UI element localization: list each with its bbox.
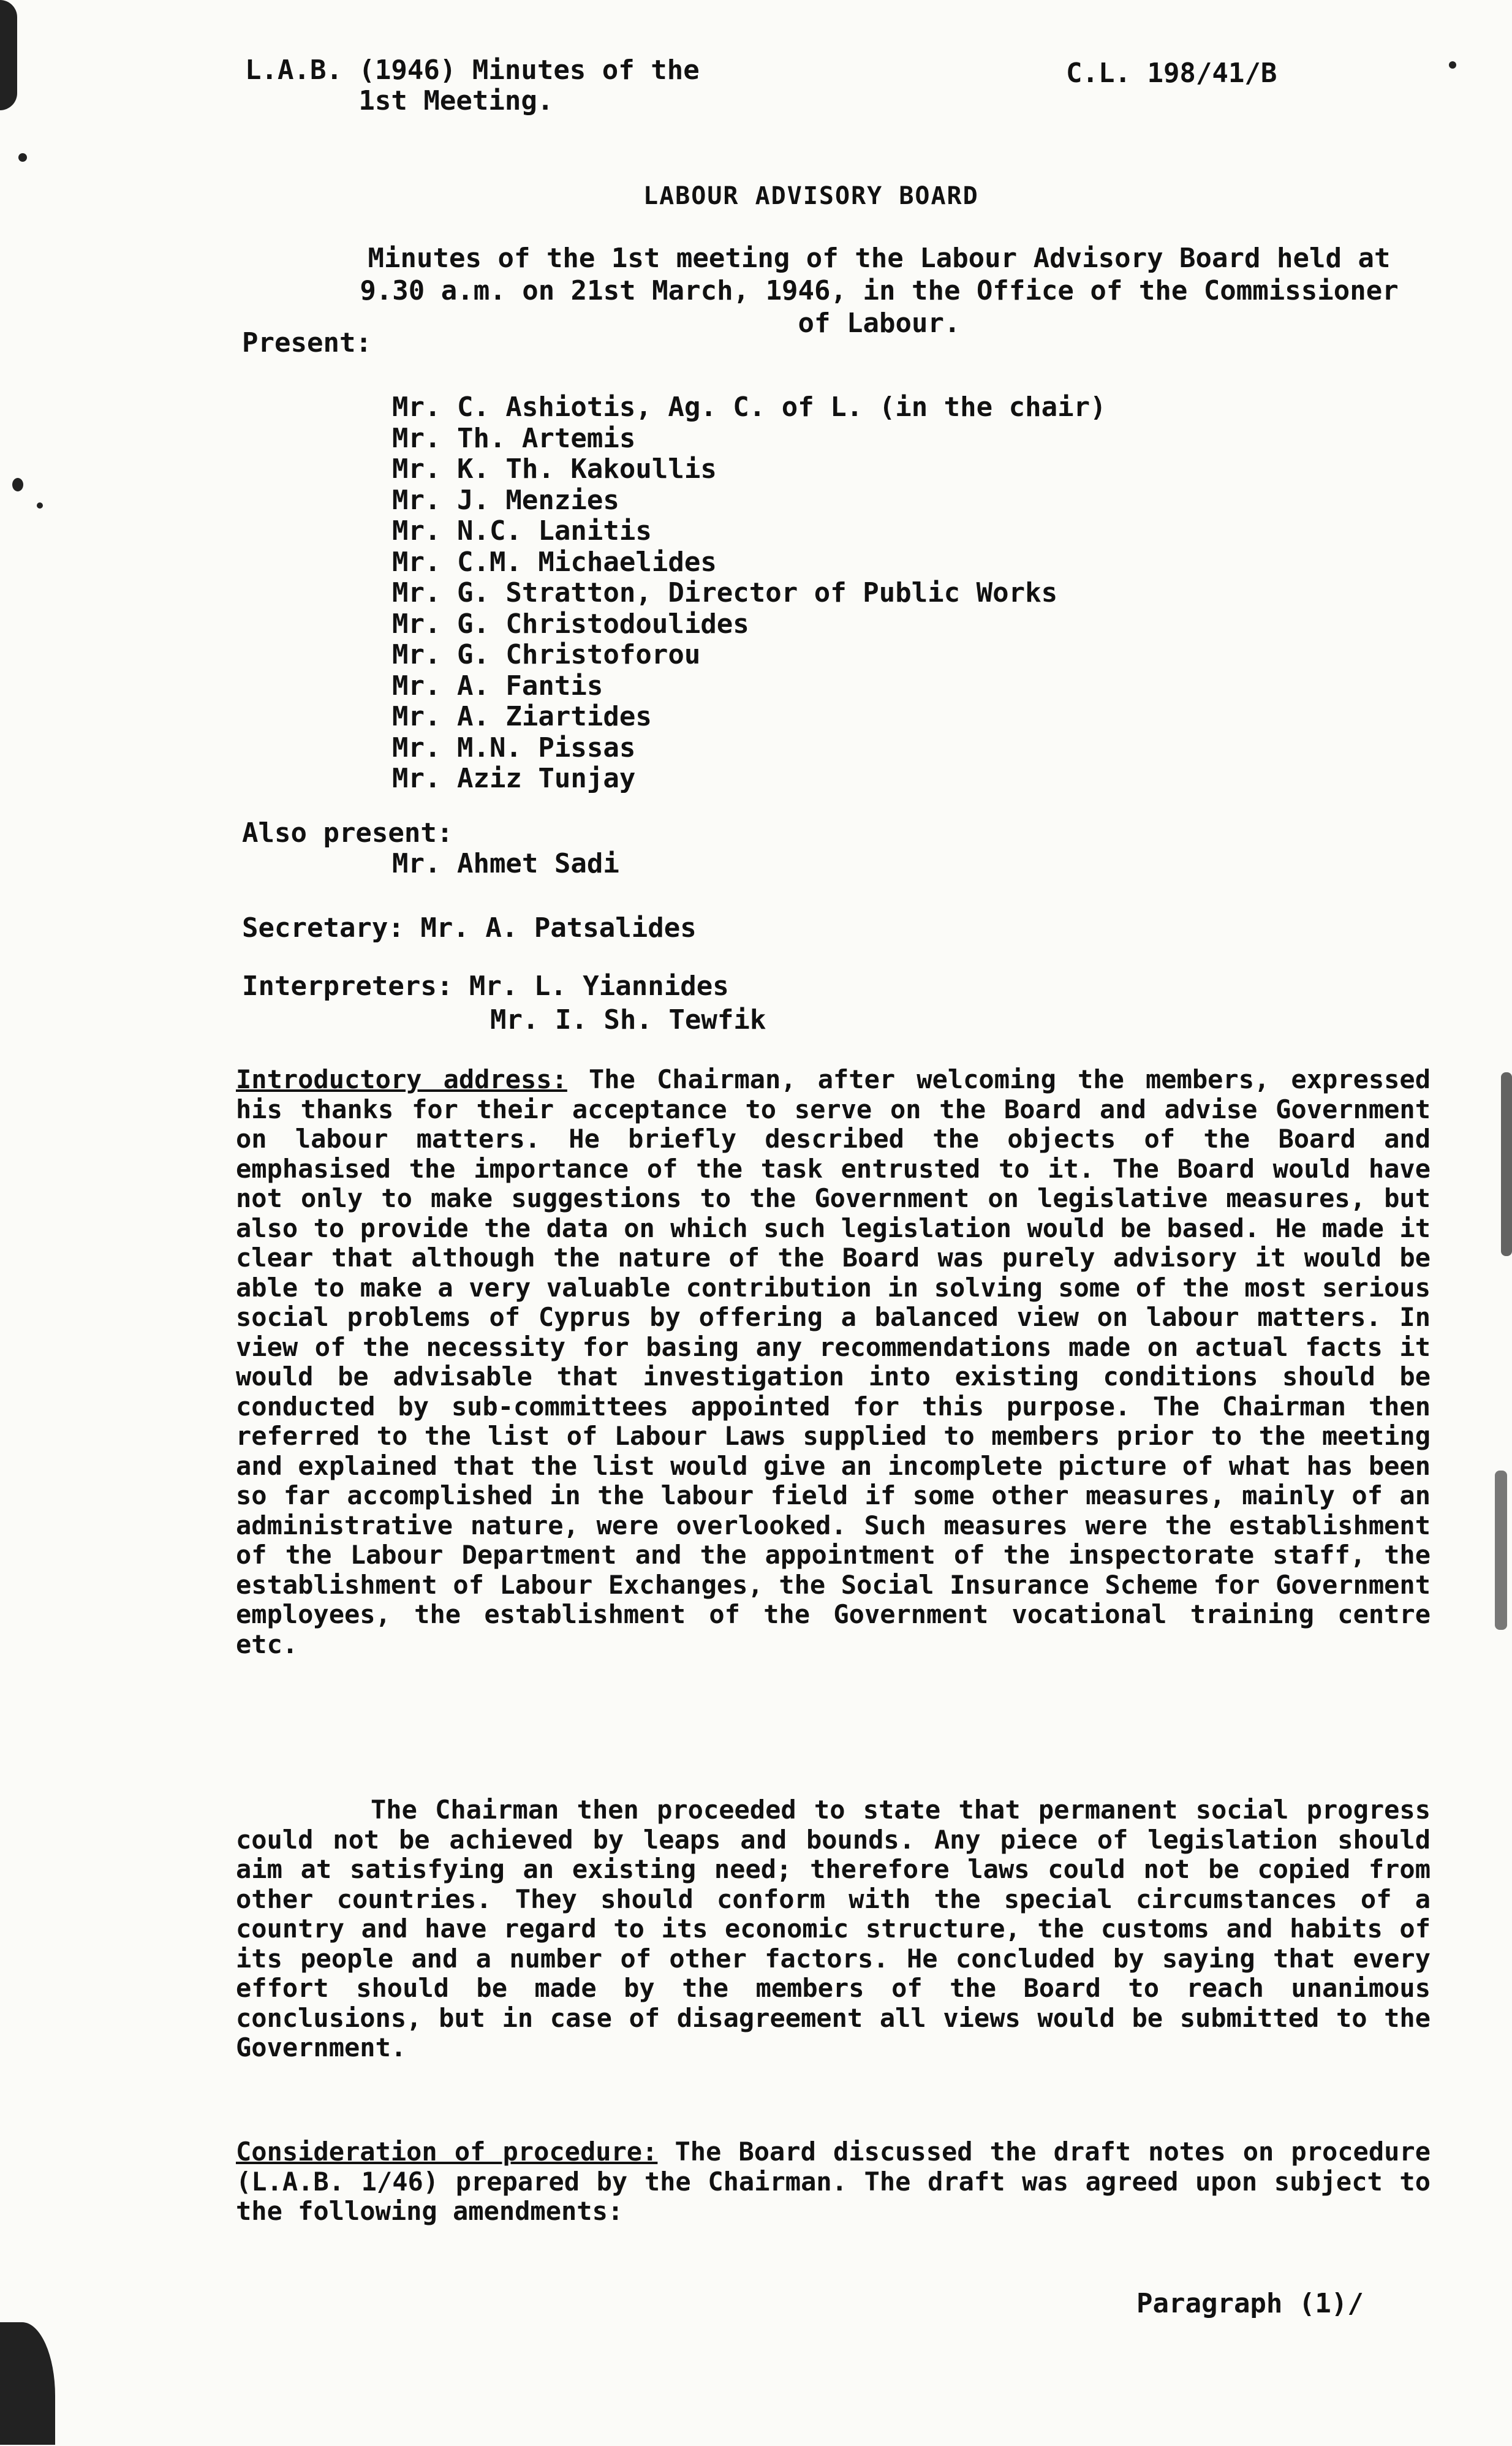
present-member: Mr. Th. Artemis: [392, 422, 636, 454]
paragraph-heading: Consideration of procedure:: [236, 2137, 658, 2167]
present-member: Mr. K. Th. Kakoullis: [392, 453, 717, 485]
scan-speck: [1501, 1072, 1512, 1256]
present-member: Mr. G. Stratton, Director of Public Works: [392, 577, 1058, 608]
paragraph-text: The Board discussed the draft notes on procedure (L.A.B. 1/46) prepared by the Chairman. The draft was agreed upon subject to the following amendments:: [236, 2137, 1431, 2226]
secretary-line: Secretary: Mr. A. Patsalides: [242, 912, 697, 944]
chairman-statement-paragraph: The Chairman then proceeded to state that permanent social progress could not be achieved by leaps and bounds. Any piece of legislation should aim at satisfying an existing need; therefore laws could not be copied from other countries. They should conform with the special circumstances of a country and have regard to its economic structure, the customs and habits of its people and a number of other factors. He concluded by saying that every effort should be made by the members of the Board to reach unanimous conclusions, but in case of disagreement all views would be submitted to the Government.: [236, 1795, 1431, 2062]
scan-speck: [0, 0, 17, 110]
also-present-label: Also present:: [242, 817, 453, 849]
continuation-footer: Paragraph (1)/: [1136, 2288, 1364, 2319]
present-member: Mr. N.C. Lanitis: [392, 515, 652, 547]
present-member: Mr. M.N. Pissas: [392, 732, 636, 763]
present-member: Mr. C.M. Michaelides: [392, 546, 717, 578]
present-member: Mr. A. Fantis: [392, 670, 603, 702]
scan-speck: [12, 478, 23, 491]
minutes-heading: Minutes of the 1st meeting of the Labour Advisory Board held at 9.30 a.m. on 21st March, 1946, in the Office of the Commissioner of Labour.: [360, 243, 1399, 339]
present-member: Mr. A. Ziartides: [392, 701, 652, 732]
board-title: LABOUR ADVISORY BOARD: [643, 182, 979, 210]
scan-speck: [18, 153, 27, 162]
scan-speck: [37, 502, 43, 509]
scan-speck: [0, 2322, 55, 2445]
present-member: Mr. Aziz Tunjay: [392, 763, 636, 794]
scan-speck: [1495, 1471, 1507, 1630]
interpreters-line-2: Mr. I. Sh. Tewfik: [490, 1004, 766, 1036]
present-list: [392, 392, 1106, 795]
procedure-paragraph: [236, 2137, 1431, 2227]
interpreters-line: Interpreters: Mr. L. Yiannides: [242, 971, 729, 1002]
present-label: Present:: [242, 327, 372, 358]
present-member: Mr. C. Ashiotis, Ag. C. of L. (in the chair): [392, 392, 1106, 423]
present-member: Mr. J. Menzies: [392, 484, 619, 516]
paragraph-heading: Introductory address:: [236, 1064, 567, 1094]
introductory-address-paragraph: [236, 1065, 1431, 1659]
minutes-reference: L.A.B. (1946) Minutes of the 1st Meeting.: [245, 55, 700, 116]
present-member: Mr. G. Christodoulides: [392, 608, 749, 640]
scan-speck: [1449, 61, 1456, 69]
also-present-name: Mr. Ahmet Sadi: [392, 848, 619, 879]
paragraph-text: The Chairman, after welcoming the members, expressed his thanks for their acceptance to serve on the Board and advise Government on labour matters. He briefly described the objects of the Board and emphasised the importance of the task entrusted to it. The Board would have not only to make suggestions to the Government on legislative measures, but also to provide the data on which such legislation would be based. He made it clear that although the nature of the Board was purely advisory it would be able to make a very valuable contribution in solving some of the most serious social problems of Cyprus by offering a balanced view on labour matters. In view of the necessity for basing any recommendations made on actual facts it would be advisable that investigation into existing conditions should be conducted by sub-committees appointed for this purpose. The Chairman then referred to the list of Labour Laws supplied to members prior to the meeting and explained that the list would give an incomplete picture of what has been so far accomplished in the labour field if some other measures, mainly of an administrative nature, were overlooked. Such measures were the establishment of the Labour Department and the appointment of the inspectorate staff, the establishment of Labour Exchanges, the Social Insurance Scheme for Government employees, the establishment of the Government vocational training centre etc.: [236, 1064, 1431, 1659]
file-reference: C.L. 198/41/B: [1066, 58, 1277, 89]
present-member: Mr. G. Christoforou: [392, 639, 701, 670]
